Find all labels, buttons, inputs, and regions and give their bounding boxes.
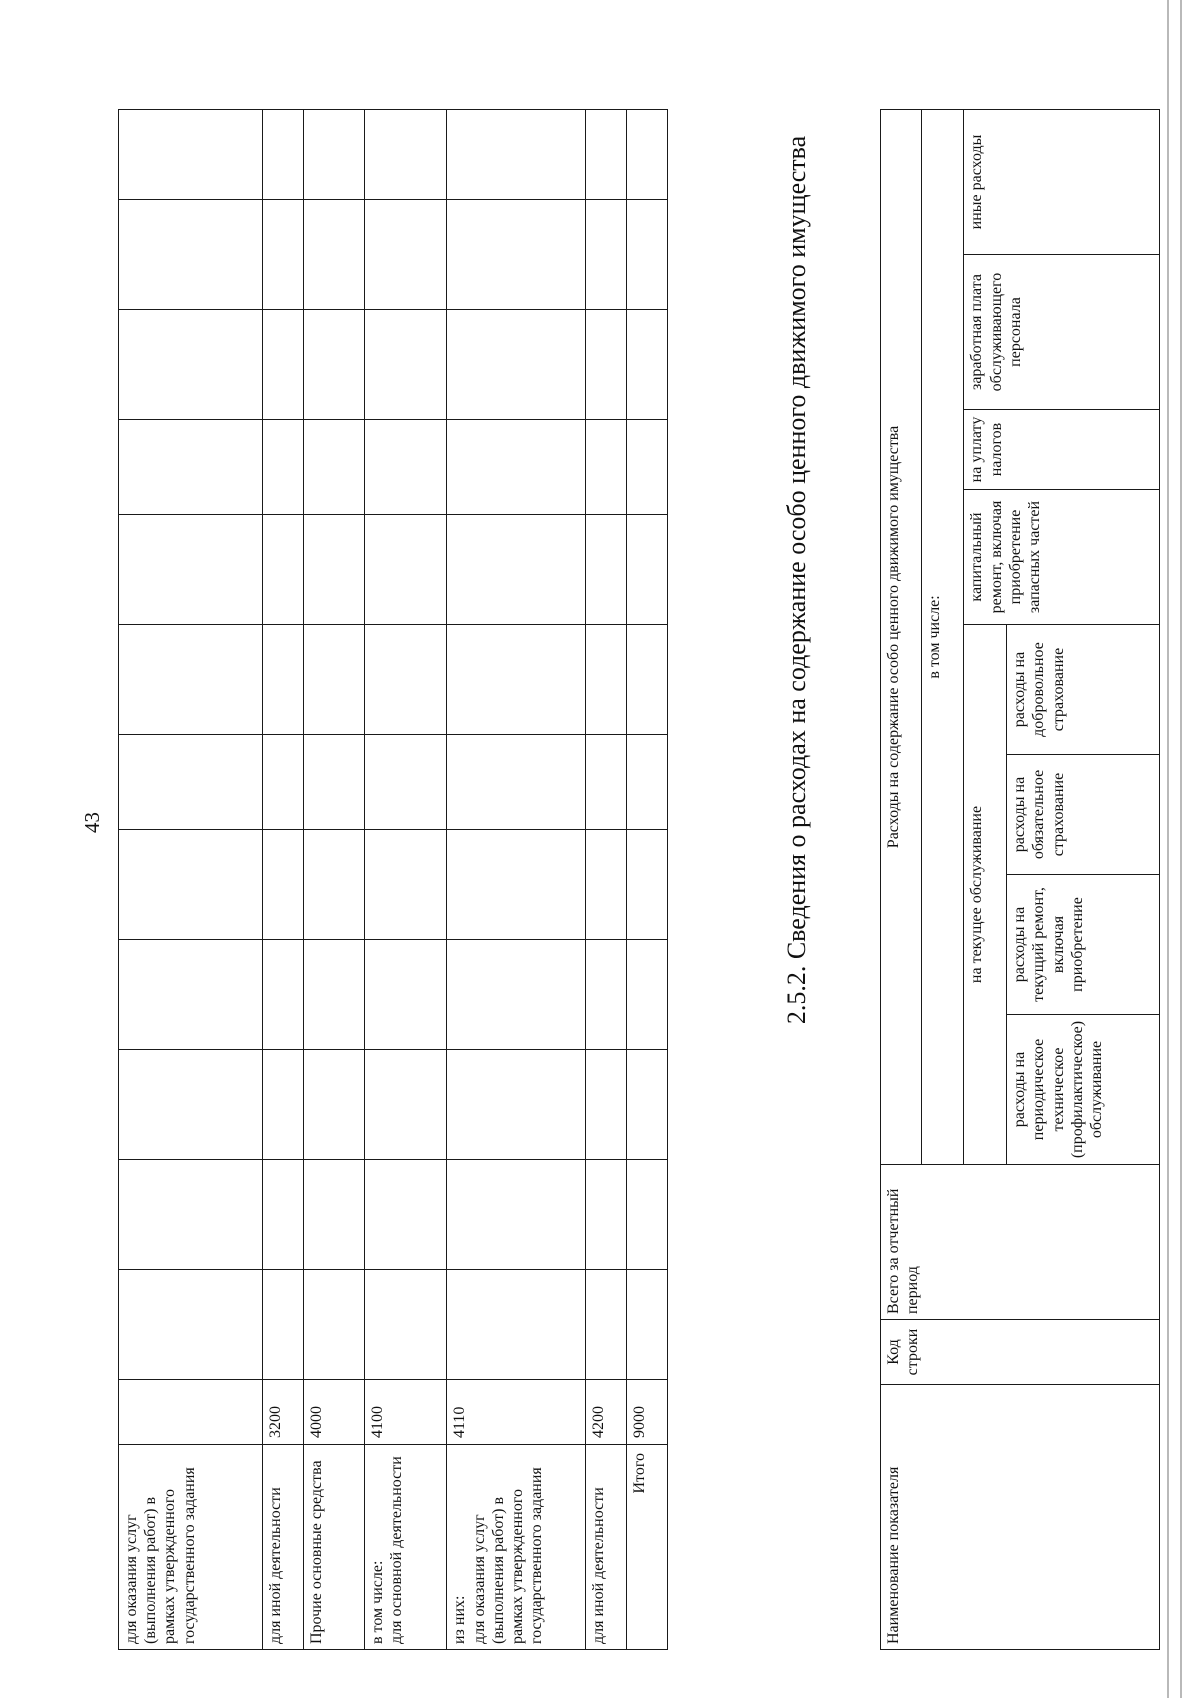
- col-code-header: Код строки: [881, 1320, 1160, 1385]
- value-cell: [365, 310, 447, 420]
- value-cell: [447, 1050, 586, 1160]
- value-cell: [585, 200, 626, 310]
- col-capital-repair-header: капитальный ремонт, включая приобретение запасных частей: [964, 490, 1160, 625]
- value-cell: [365, 940, 447, 1050]
- value-cell: [119, 515, 263, 625]
- subgroup-header: в том числе:: [921, 109, 964, 1164]
- value-cell: [262, 830, 303, 940]
- page-number: 43: [80, 812, 104, 833]
- value-cell: [262, 1160, 303, 1270]
- value-cell: [447, 735, 586, 830]
- value-cell: [262, 625, 303, 735]
- col-taxes-header: на уплату налогов: [964, 410, 1160, 490]
- col-total-header: Всего за отчетный период: [881, 1165, 1160, 1320]
- table-row: [626, 110, 667, 1650]
- value-cell: [119, 420, 263, 515]
- value-cell: [585, 940, 626, 1050]
- value-cell: [303, 310, 365, 420]
- value-cell: [303, 1050, 365, 1160]
- current-service-header: на текущее обслуживание: [964, 625, 1007, 1165]
- table-row: [303, 110, 365, 1650]
- value-cell: [585, 625, 626, 735]
- continued-table: [118, 109, 668, 1650]
- value-cell: [447, 1270, 586, 1380]
- sub-col-periodic-maintenance: расходы на периодическое техническое (профилактическое) обслуживание: [1007, 1015, 1160, 1165]
- table-row: [585, 110, 626, 1650]
- value-cell: [585, 515, 626, 625]
- row-code-cell: 4100: [365, 1380, 447, 1445]
- value-cell: [303, 735, 365, 830]
- value-cell: [303, 625, 365, 735]
- value-cell: [303, 420, 365, 515]
- row-code-cell: 9000: [626, 1380, 667, 1445]
- continued-table-wrapper: [118, 109, 668, 1650]
- value-cell: [262, 420, 303, 515]
- row-name-cell: для иной деятельности: [585, 1445, 626, 1650]
- value-cell: [626, 420, 667, 515]
- value-cell: [626, 830, 667, 940]
- value-cell: [262, 735, 303, 830]
- value-cell: [626, 110, 667, 200]
- section-heading: 2.5.2. Сведения о расходах на содержание особо ценного движимого имущества: [782, 135, 811, 1025]
- table-row: [262, 110, 303, 1650]
- row-code-cell: 4000: [303, 1380, 365, 1445]
- value-cell: [119, 735, 263, 830]
- value-cell: [447, 940, 586, 1050]
- value-cell: [365, 515, 447, 625]
- value-cell: [262, 1050, 303, 1160]
- page-edge-line: [1180, 0, 1182, 1698]
- value-cell: [119, 310, 263, 420]
- value-cell: [365, 1160, 447, 1270]
- value-cell: [585, 830, 626, 940]
- value-cell: [262, 940, 303, 1050]
- expense-table: [880, 109, 1160, 1650]
- value-cell: [585, 1270, 626, 1380]
- value-cell: [365, 110, 447, 200]
- value-cell: [365, 735, 447, 830]
- value-cell: [262, 200, 303, 310]
- value-cell: [585, 1160, 626, 1270]
- value-cell: [626, 735, 667, 830]
- sub-col-mandatory-insurance: расходы на обязательное страхование: [1007, 755, 1160, 875]
- value-cell: [262, 515, 303, 625]
- value-cell: [365, 200, 447, 310]
- value-cell: [262, 110, 303, 200]
- value-cell: [303, 1160, 365, 1270]
- value-cell: [585, 735, 626, 830]
- value-cell: [365, 830, 447, 940]
- col-other-header: иные расходы: [964, 109, 1160, 254]
- value-cell: [119, 110, 263, 200]
- value-cell: [119, 1050, 263, 1160]
- value-cell: [626, 1270, 667, 1380]
- row-name-cell: Итого: [626, 1445, 667, 1650]
- row-name-cell: Прочие основные средства: [303, 1445, 365, 1650]
- value-cell: [119, 1270, 263, 1380]
- value-cell: [119, 940, 263, 1050]
- row-name-cell: в том числе: для основной деятельности: [365, 1445, 447, 1650]
- value-cell: [585, 310, 626, 420]
- value-cell: [303, 1270, 365, 1380]
- value-cell: [365, 420, 447, 515]
- value-cell: [303, 515, 365, 625]
- value-cell: [626, 1160, 667, 1270]
- value-cell: [303, 830, 365, 940]
- expense-table-wrapper: [880, 109, 1160, 1650]
- sub-col-voluntary-insurance: расходы на добровольное страхование: [1007, 625, 1160, 755]
- sub-col-current-repair: расходы на текущий ремонт, включая приобретение: [1007, 875, 1160, 1015]
- col-name-header: Наименование показателя: [881, 1385, 1160, 1650]
- row-code-cell: 4110: [447, 1380, 586, 1445]
- value-cell: [447, 200, 586, 310]
- value-cell: [447, 830, 586, 940]
- value-cell: [626, 310, 667, 420]
- value-cell: [119, 200, 263, 310]
- col-salary-header: заработная плата обслуживающего персонала: [964, 255, 1160, 410]
- value-cell: [119, 830, 263, 940]
- value-cell: [365, 625, 447, 735]
- value-cell: [447, 420, 586, 515]
- value-cell: [585, 420, 626, 515]
- value-cell: [626, 625, 667, 735]
- row-name-cell: из них: для оказания услуг (выполнения работ) в рамках утвержденного государственного задания: [447, 1445, 586, 1650]
- table-row: [365, 110, 447, 1650]
- row-code-cell: 3200: [262, 1380, 303, 1445]
- row-name-cell: для иной деятельности: [262, 1445, 303, 1650]
- table-row: [447, 110, 586, 1650]
- value-cell: [585, 110, 626, 200]
- value-cell: [303, 110, 365, 200]
- row-name-cell: для оказания услуг (выполнения работ) в рамках утвержденного государственного задания: [119, 1445, 263, 1650]
- value-cell: [262, 310, 303, 420]
- page-edge-line: [1167, 0, 1169, 1698]
- value-cell: [447, 310, 586, 420]
- value-cell: [447, 1160, 586, 1270]
- table-row: [119, 110, 263, 1650]
- value-cell: [585, 1050, 626, 1160]
- value-cell: [626, 1050, 667, 1160]
- group-header: Расходы на содержание особо ценного движимого имущества: [881, 109, 922, 1164]
- value-cell: [447, 625, 586, 735]
- value-cell: [626, 515, 667, 625]
- value-cell: [365, 1270, 447, 1380]
- value-cell: [119, 1160, 263, 1270]
- value-cell: [447, 515, 586, 625]
- value-cell: [626, 200, 667, 310]
- value-cell: [303, 940, 365, 1050]
- value-cell: [365, 1050, 447, 1160]
- row-code-cell: 4200: [585, 1380, 626, 1445]
- value-cell: [119, 625, 263, 735]
- value-cell: [262, 1270, 303, 1380]
- value-cell: [447, 110, 586, 200]
- row-code-cell: [119, 1380, 263, 1445]
- value-cell: [303, 200, 365, 310]
- value-cell: [626, 940, 667, 1050]
